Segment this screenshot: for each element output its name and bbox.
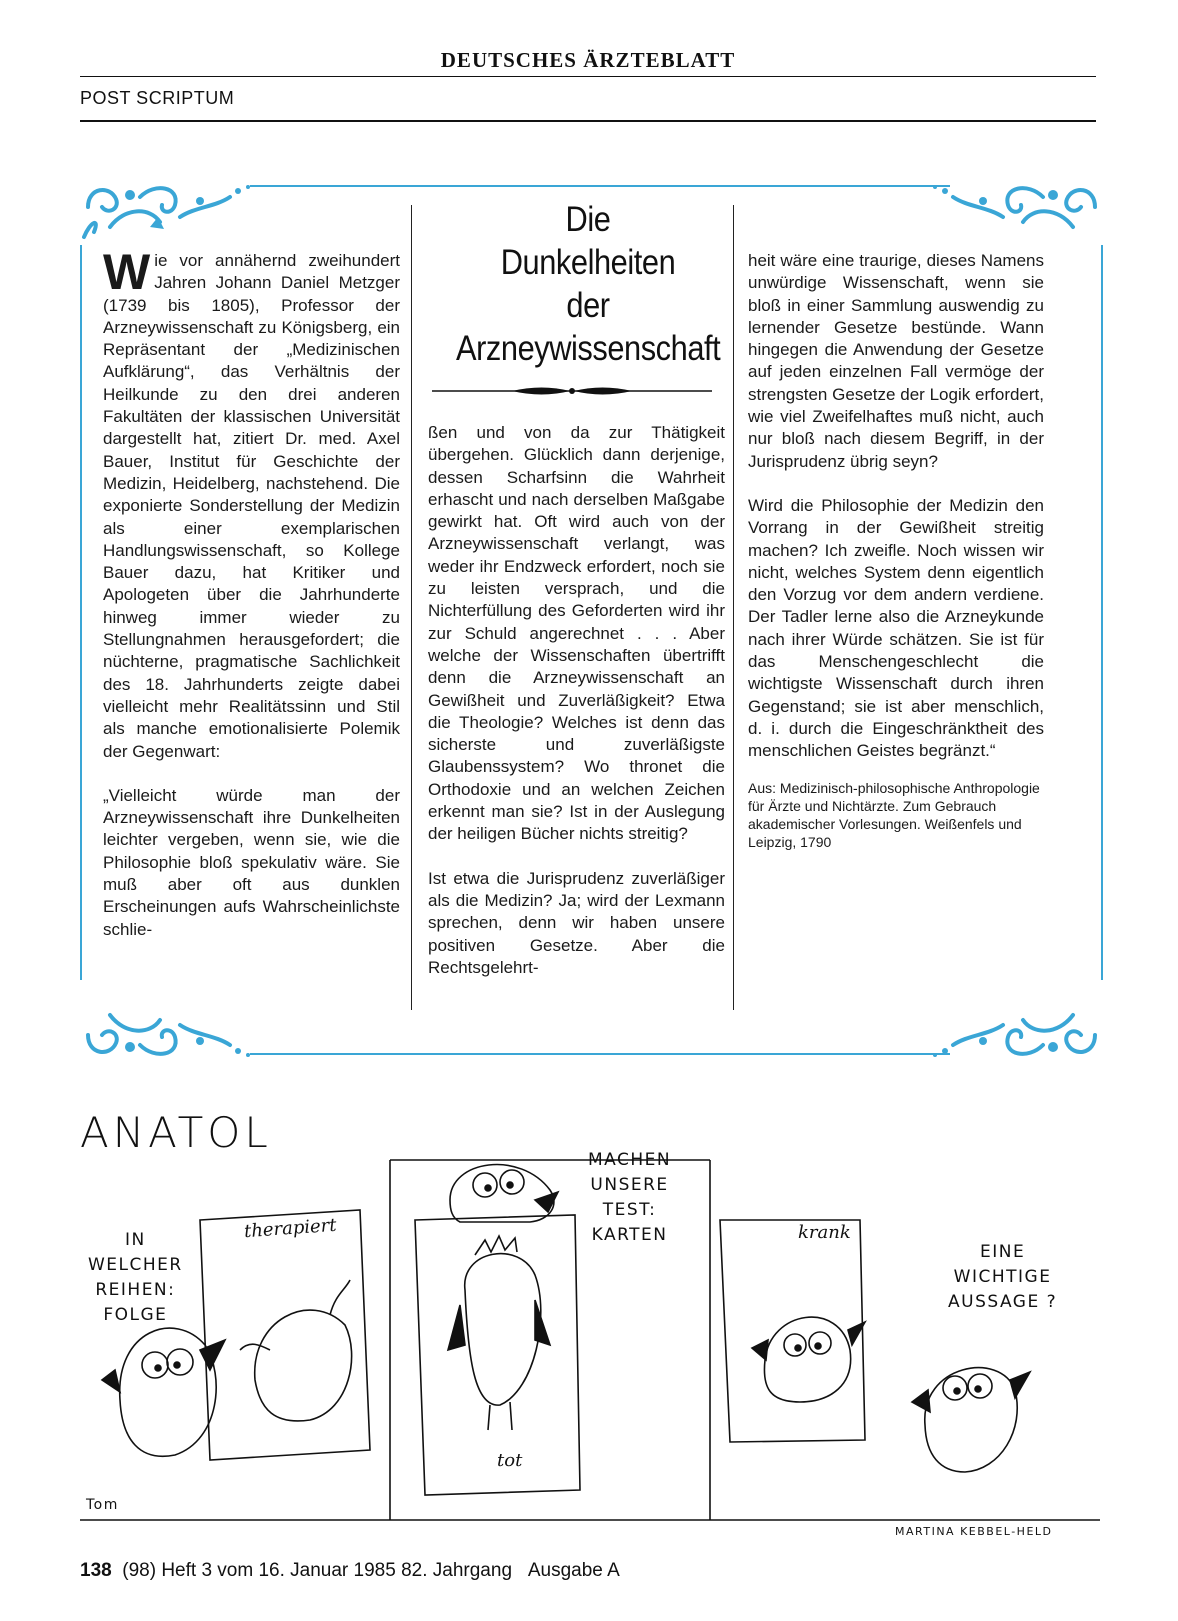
test-card-krank [720, 1220, 865, 1442]
card-label-therapiert: therapiert [243, 1214, 338, 1243]
article-paragraph: Ist etwa die Jurisprudenz zuverläßiger als die Medizin? Ja; wird der Lexmann sprechen, denn wir haben unsere positiven Gesetze. Aber die Rechtsgelehrt- [428, 868, 725, 977]
artist-signature-left: Tom [86, 1497, 119, 1513]
title-flourish-icon [432, 383, 712, 399]
panel3-caption: EINE WICHTIGE AUSSAGE ? [948, 1242, 1058, 1312]
article-column-2 [428, 422, 725, 1001]
article-column-1 [103, 244, 400, 963]
frame-bottom-line [250, 1053, 950, 1055]
page-number: 138 [80, 1560, 112, 1581]
article-paragraph [103, 244, 400, 763]
card-label-tot: tot [497, 1450, 523, 1471]
ornament-bottom-left-icon [80, 995, 255, 1065]
panel2-caption: MACHEN UNSERE TEST: KARTEN [588, 1150, 672, 1245]
edition-label: Ausgabe A [527, 1560, 620, 1581]
article-paragraph: heit wäre eine traurige, dieses Namens unwürdige Wissenschaft, wenn sie bloß in einer Sammlung auswendig zu lernender Gesetze bestünde. Wann hingegen die Anwendung der Gesetze auf jeden einzelnen Fall vermöge der strengsten Gesetze der Logik erfordert, wie viel Zweifelhaftes muß nicht, auch nur bloß nach diesem Begriff, in der Jurisprudenz übrig seyn? [748, 251, 1044, 471]
source-citation: Aus: Medizinisch-philosophische Anthropologie für Ärzte und Nichtärzte. Zum Gebrauch akademischer Vorlesungen. Weißenfels und Leipzig, 1790 [748, 779, 1040, 850]
masthead: DEUTSCHES ÄRZTEBLATT [440, 48, 736, 72]
ornament-bottom-right-icon [928, 995, 1103, 1065]
page-footer [80, 1560, 620, 1582]
test-card-therapiert [200, 1210, 370, 1460]
section-label: POST SCRIPTUM [80, 88, 235, 108]
article-paragraph: „Vielleicht würde man der Arzneywissenschaft ihre Dunkelheiten leichter vergeben, wenn sie, wie die Philosophie bloß spekulativ wäre. Sie muß aber oft aus dunklen Erscheinungen aufs Wahrscheinlichste schlie- [103, 785, 400, 939]
frame-top-line [250, 185, 950, 187]
article-title: Die Dunkelheiten der Arzneywissenschaft [456, 200, 721, 368]
artist-signature-right: MARTINA KEBBEL-HELD [895, 1525, 1053, 1538]
panel1-caption: IN WELCHER REIHEN: FOLGE [88, 1230, 183, 1325]
issue-info: (98) Heft 3 vom 16. Januar 1985 82. Jahrgang [122, 1560, 513, 1581]
owl-figure [120, 1328, 216, 1456]
comic-title: ANATOL [80, 1108, 272, 1157]
ornament-top-right-icon [928, 177, 1103, 247]
article-column-3 [748, 250, 1044, 873]
masthead-rule [80, 76, 1096, 77]
column-divider [733, 205, 734, 1010]
drop-cap: W [103, 244, 151, 300]
section-rule [80, 120, 1096, 122]
frame-right-line [1101, 245, 1103, 980]
ornament-top-left-icon [80, 177, 255, 247]
article-paragraph: ßen und von da zur Thätigkeit übergehen. Glücklich dann derjenige, dessen Scharfsinn die Wahrheit erhascht und nach derselben Maßgabe gewirkt hat. Oft wird auch von der Arzneywissenschaft verlangt, was weder ihr Endzweck erfordert, noch sie zu leisten versprach, und die Nichterfüllung des Geforderten wird ihr zur Schuld angerechnet . . . Aber welche der Wissenschaften übertrifft denn die Arzneywissenschaft an Gewißheit und Zuverläßigkeit? Etwa die Theologie? Welches ist denn das sicherste und zuverläßigste Glaubenssystem? Wo thronet die Orthodoxie und an welchen Zeichen erkennt man sie? Ist in der Auslegung der heiligen Bücher nichts streitig? [428, 423, 725, 844]
paragraph-text: ie vor annähernd zweihundert Jahren Johann Daniel Metzger (1739 bis 1805), Professor der Arzneywissenschaft zu Königsberg, ein Repräsentant der „Medizinischen Aufklärung“, das Verhältnis der Heilkunde zu den drei anderen Fakultäten der klassischen Universität dargestellt hat, zitiert Dr. med. Axel Bauer, Institut für Geschichte der Medizin, Heidelberg, nachstehend. Die exponierte Sonderstellung der Medizin als einer exemplarischen Handlungswissenschaft, so Kollege Bauer dazu, hat Kritiker und Apologeten über die Jahrhunderte hinweg immer wieder zu Stellungnahmen herausgefordert; die nüchterne, pragmatische Sachlichkeit des 18. Jahrhunderts zeigte dabei vielleicht mehr Realitätssinn und Stil als manche emotionalisierte Polemik der Gegenwart: [103, 251, 400, 761]
column-divider [411, 205, 412, 1010]
card-label-krank: krank [798, 1222, 851, 1243]
frame-left-line [80, 245, 82, 980]
article-paragraph: Wird die Philosophie der Medizin den Vorrang in der Gewißheit streitig machen? Ich zweifle. Noch wissen wir nicht, welches System denn eigentlich den Vorzug vor dem andern verdiene. Der Tadler lerne also die Arzneykunde nach ihrer Würde schätzen. Sie ist für das Menschengeschlecht die wichtigste Wissenschaft durch ihren Gegenstand; sie ist aber menschlich, d. i. durch die Eingeschränktheit des menschlichen Geistes begränzt.“ [748, 495, 1044, 761]
